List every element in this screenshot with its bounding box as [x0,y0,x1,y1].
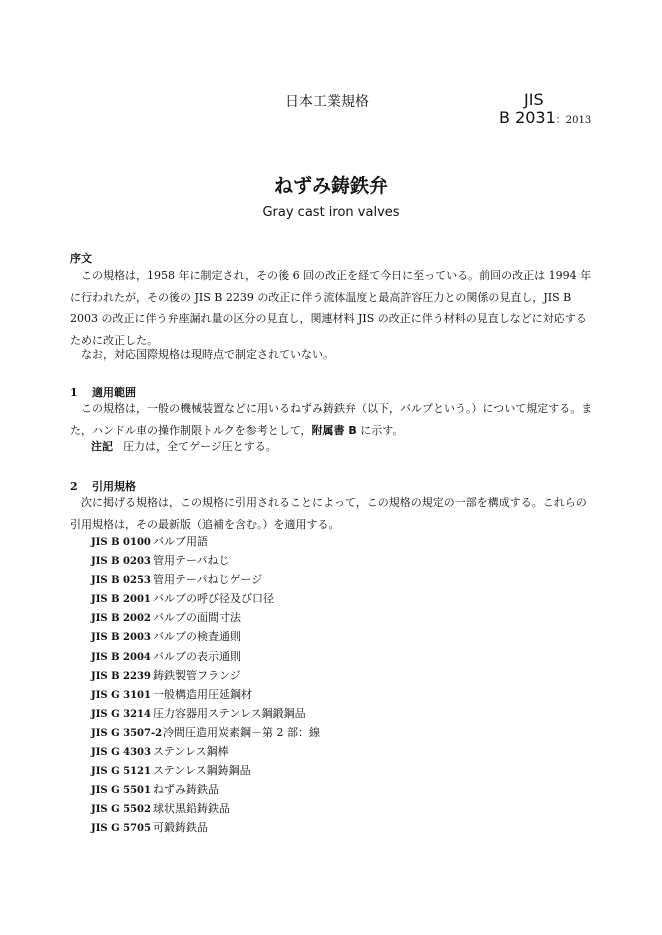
reference-code: JIS B 2002 [91,613,151,625]
reference-title: バルブの呼び径及び口径 [153,592,274,606]
reference-item [91,666,320,685]
reference-item [91,761,320,780]
section-1-body-end: に示す。 [356,423,404,437]
section-2-body: 次に掲げる規格は，この規格に引用されることによって，この規格の規定の一部を構成する。これらの引用規格は，その最新版（追補を含む。）を適用する。 [70,496,587,531]
reference-title: バルブの検査通則 [153,630,241,644]
reference-code: JIS G 5121 [91,766,151,778]
reference-code: JIS B 2003 [91,632,151,644]
reference-item [91,723,320,742]
preface-note-paragraph: なお，対応国際規格は現時点で制定されていない。 [81,348,334,361]
reference-title: 圧力容器用ステンレス鋼鍛鋼品 [153,706,306,720]
reference-title: 管用テーパねじ [153,554,230,568]
annex-reference: 附属書 B [311,423,357,437]
reference-item [91,627,320,646]
reference-title: 一般構造用圧延鋼材 [153,687,252,701]
preface-paragraph: この規格は，1958 年に制定され，その後 6 回の改正を経て今日に至っている。前回の改正は 1994 年に行われたが，その後の JIS B 2239 の改正に伴う流体温度と最高許容圧力との関係の見直し，JIS B 2003 の改正に伴う弁座漏れ量の区分の見直し，関連材料 JIS の改正に伴う材料の見直しなどに対応するために改正した。 [70,269,592,347]
note-text: 圧力は，全てゲージ圧とする。 [123,440,277,453]
standard-code [499,108,591,127]
reference-code: JIS B 2239 [91,670,151,682]
reference-title: 管用テーパねじゲージ [153,573,263,587]
reference-item [91,780,320,799]
reference-item [91,704,320,723]
document-title-english: Gray cast iron valves [262,205,400,220]
section-1-body [70,398,594,441]
preface-heading: 序文 [70,252,92,265]
section-1-note [91,438,277,454]
reference-title: バルブの表示通則 [153,649,241,663]
reference-code: JIS B 0100 [91,537,151,548]
reference-code: JIS B 0253 [91,575,151,587]
section-2-title: 引用規格 [92,480,136,493]
section-1-body-text: この規格は，一般の機械装置などに用いるねずみ鋳鉄弁（以下，バルブという。）について規定する。また，ハンドル車の操作制限トルクを参考として， [70,402,593,437]
reference-code: JIS G 4303 [91,747,151,759]
reference-title: ステンレス鋼棒 [153,745,229,759]
standard-year: ：2013 [555,115,592,126]
note-label: 注記 [91,440,113,453]
reference-code: JIS B 0203 [91,556,151,568]
reference-title: 冷間圧造用炭素鋼－第 2 部：線 [163,725,320,739]
section-1-number: 1 [70,386,78,399]
reference-item [91,589,320,608]
reference-title: ねずみ鋳鉄品 [153,783,219,797]
reference-code: JIS G 3214 [91,708,151,720]
reference-item [91,551,320,570]
reference-code: JIS G 5705 [91,823,151,835]
reference-title: 鋳鉄製管フランジ [153,668,241,682]
section-2-number: 2 [70,480,78,493]
reference-item [91,570,320,589]
reference-code: JIS B 2004 [91,651,151,663]
reference-item [91,742,320,761]
reference-list [91,532,320,838]
reference-item [91,799,320,818]
reference-title: バルブの面間寸法 [153,611,241,625]
reference-code: JIS B 2001 [91,594,151,606]
reference-code: JIS G 5502 [91,804,151,816]
reference-code: JIS G 3101 [91,689,151,701]
standard-number: B 2031 [499,108,556,127]
reference-title: 可鍛鋳鉄品 [153,821,208,835]
section-1-title: 適用範囲 [92,386,136,399]
reference-title: 球状黒鉛鋳鉄品 [153,802,230,816]
reference-title: ステンレス鋼鋳鋼品 [153,764,251,778]
jis-label: JIS [524,90,544,109]
reference-code: JIS G 3507-2 [91,727,163,739]
reference-item [91,818,320,837]
reference-item [91,532,320,551]
reference-title: バルブ用語 [153,535,208,548]
reference-item [91,685,320,704]
standard-type-label: 日本工業規格 [285,94,369,110]
document-title: ねずみ鋳鉄弁 [273,175,388,197]
reference-code: JIS G 5501 [91,785,151,797]
reference-item [91,608,320,627]
reference-item [91,647,320,666]
